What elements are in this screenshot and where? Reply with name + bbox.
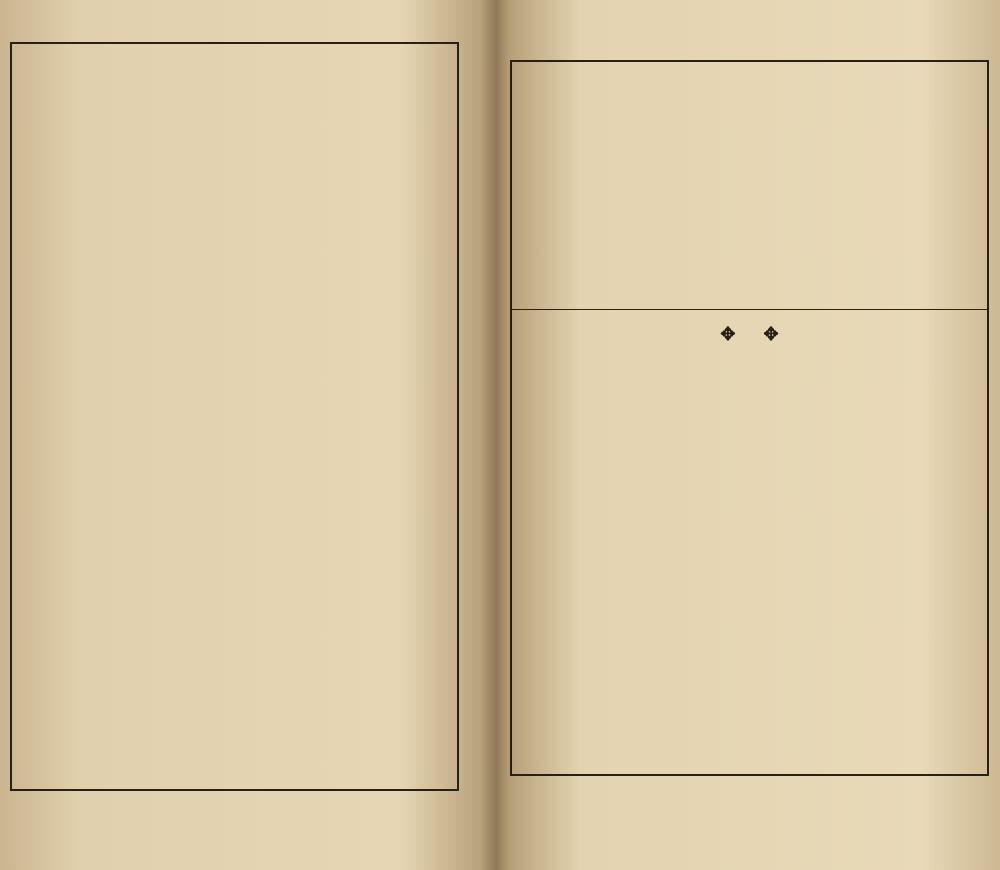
section-heading [512,320,987,345]
ornament-icon: ✥ [763,324,779,345]
right-page [490,0,1000,870]
ornament-icon: ✥ [720,324,736,345]
page-frame [510,60,989,776]
left-page [0,0,470,870]
section-divider [512,309,987,310]
footnote-rule [510,775,987,776]
page-frame [10,42,459,791]
footnote-rule [10,790,457,791]
